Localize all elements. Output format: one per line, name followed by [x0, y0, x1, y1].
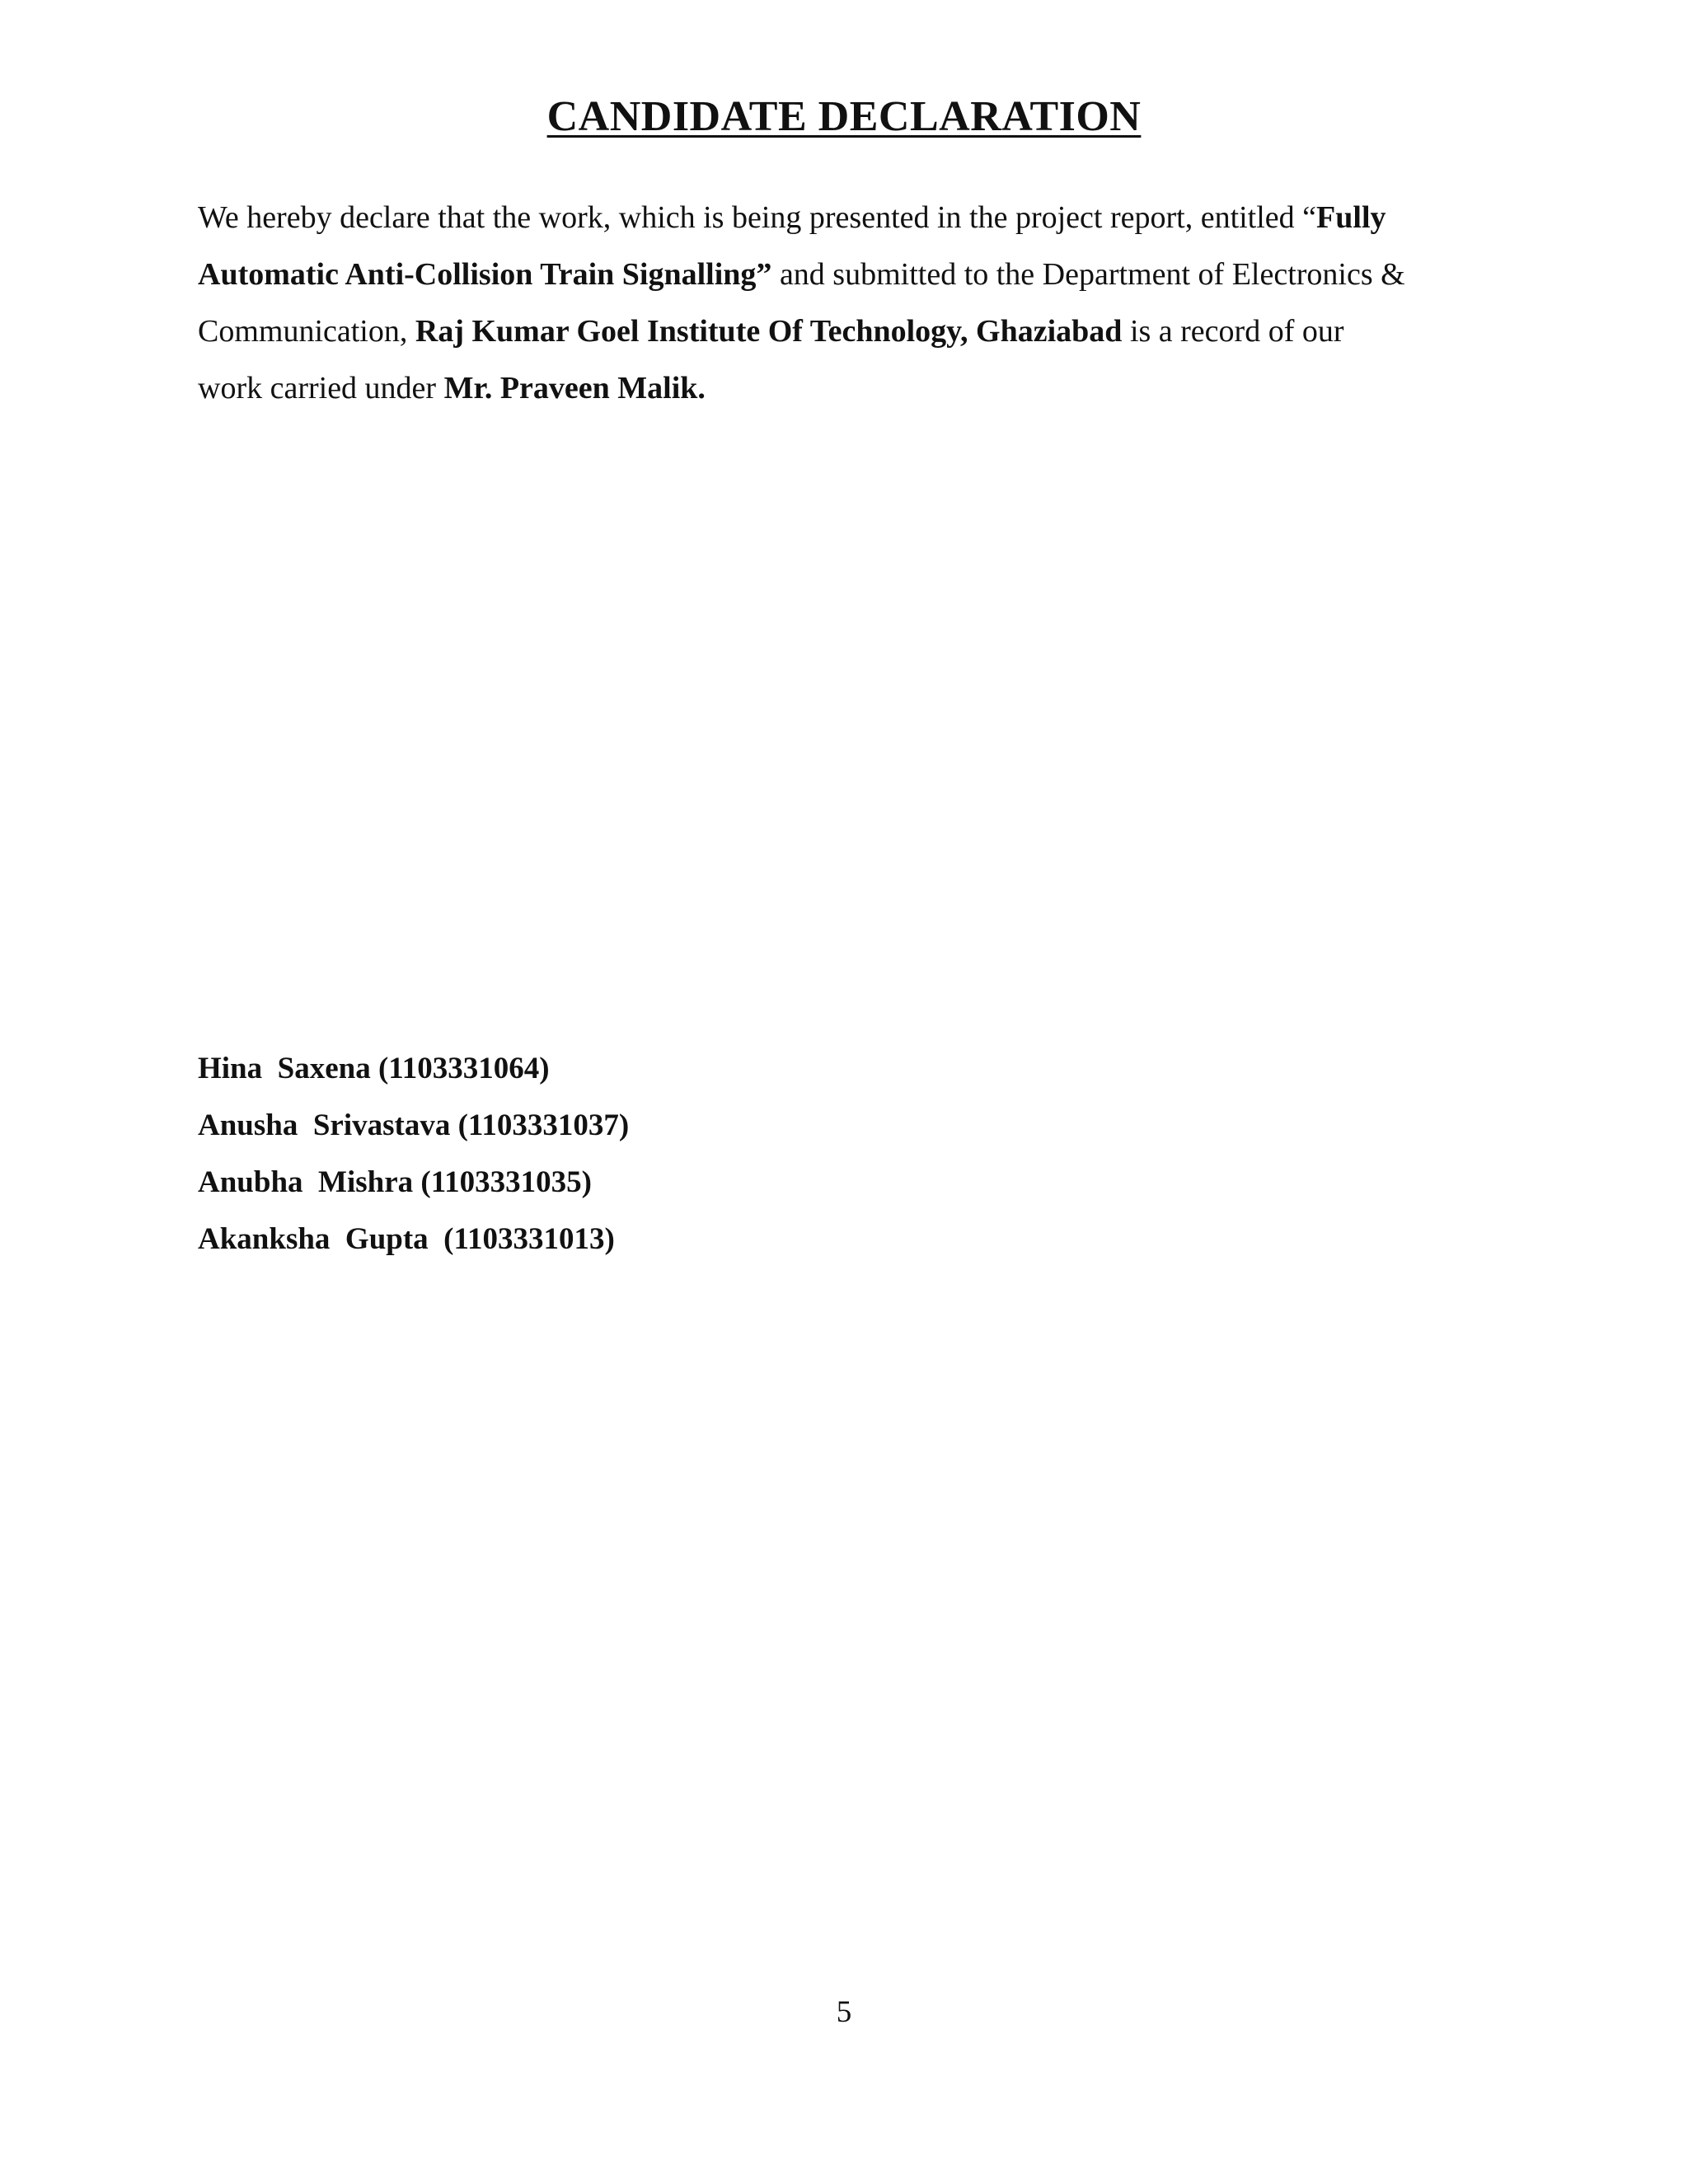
- page-title: CANDIDATE DECLARATION: [546, 93, 1142, 140]
- declaration-paragraph: [198, 190, 1484, 417]
- project-title-start: Fully: [1316, 200, 1386, 235]
- supervisor-name: Mr. Praveen Malik.: [443, 371, 706, 405]
- student-name: Akanksha Gupta (1103331013): [198, 1222, 615, 1256]
- declaration-text: Communication,: [198, 314, 415, 349]
- page-number: 5: [836, 1995, 852, 2029]
- declaration-line-3: [198, 303, 1484, 360]
- declaration-text: work carried under: [198, 371, 444, 405]
- declaration-line-2: [198, 246, 1484, 303]
- institute-name: Raj Kumar Goel Institute Of Technology, Ghaziabad: [415, 314, 1123, 349]
- student-name: Anusha Srivastava (1103331037): [198, 1108, 630, 1142]
- declaration-line-1: [198, 190, 1484, 246]
- declaration-line-4: [198, 360, 1484, 417]
- student-name: Hina Saxena (1103331064): [198, 1052, 550, 1085]
- student-list: [198, 1040, 629, 1268]
- project-title-end: Automatic Anti-Collision Train Signalling”: [198, 257, 772, 292]
- student-name: Anubha Mishra (1103331035): [198, 1165, 592, 1199]
- declaration-text: and submitted to the Department of Electronics &: [771, 257, 1405, 292]
- declaration-text: We hereby declare that the work, which is being presented in the project report, entitled “: [198, 200, 1317, 235]
- declaration-text: is a record of our: [1122, 314, 1344, 349]
